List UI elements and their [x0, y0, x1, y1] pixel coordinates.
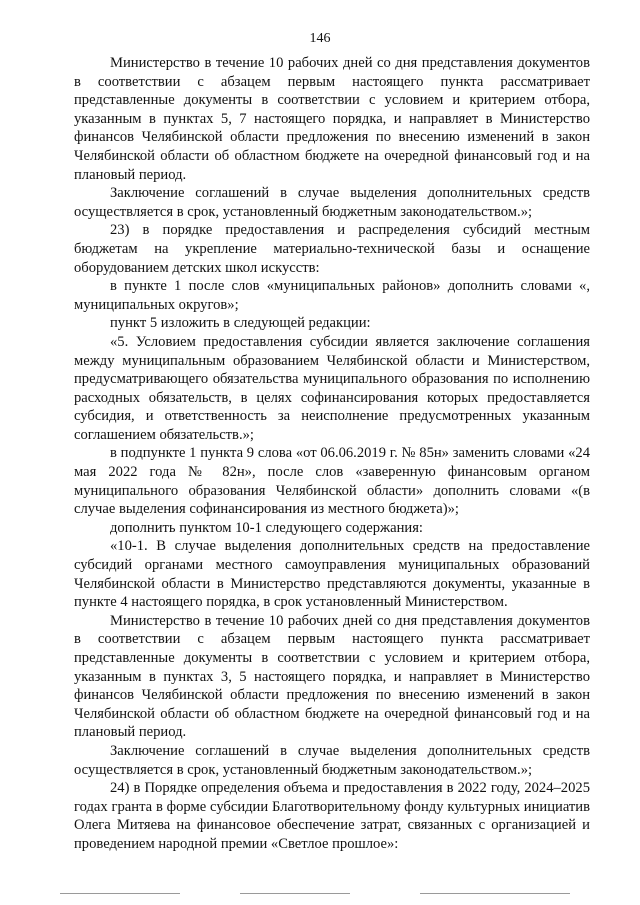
paragraph-8: дополнить пунктом 10-1 следующего содержания: — [110, 519, 423, 536]
footer-rule — [240, 893, 350, 894]
document-body — [74, 54, 590, 854]
paragraph-7: в подпункте 1 пункта 9 слова «от 06.06.2019 г. № 85н» заменить словами «24 мая 2022 года № 82н», после слов «заверенную финансовым органом муниципального образования Челябинской области» дополнить словами «(в случае выделения софинансирования из местного бюджета)»; — [74, 445, 590, 518]
paragraph-2: Заключение соглашений в случае выделения дополнительных средств осуществляется в срок, установленный бюджетным законодательством.»; — [74, 185, 590, 220]
paragraph-12: 24) в Порядке определения объема и предоставления в 2022 году, 2024–2025 годах гранта в форме субсидии Благотворительному фонду культурных инициатив Олега Митяева на финансовое обеспечение затрат, связанных с организацией и проведением народной премии «Светлое прошлое»: — [74, 780, 590, 852]
footer-rule — [420, 893, 570, 894]
paragraph-1: Министерство в течение 10 рабочих дней со дня представления документов в соответствии с абзацем первым настоящего пункта рассматривает представленные документы в соответствии с условием и критерием отбора, указанным в пунктах 5, 7 настоящего порядка, и направляет в Министерство финансов Челябинской области предложения по внесению изменений в закон Челябинской области об областном бюджете на очередной финансовый год и на плановый период. — [74, 55, 590, 183]
paragraph-3: 23) в порядке предоставления и распределения субсидий местным бюджетам на укрепление материально-технической базы и оснащение оборудованием детских школ искусств: — [74, 222, 590, 276]
paragraph-11: Заключение соглашений в случае выделения дополнительных средств осуществляется в срок, установленный бюджетным законодательством.»; — [74, 742, 590, 778]
paragraph-10: Министерство в течение 10 рабочих дней со дня представления документов в соответствии с абзацем первым настоящего пункта рассматривает представленные документы в соответствии с условием и критерием отбора, указанным в пунктах 3, 5 настоящего порядка, и направляет в Министерство финансов Челябинской области предложения по внесению изменений в закон Челябинской области об областном бюджете на очередной финансовый год и на плановый период. — [74, 612, 590, 741]
footer-rule — [60, 893, 180, 894]
paragraph-9: «10-1. В случае выделения дополнительных средств на предоставление субсидий органами местного самоуправления муниципальных образований Челябинской области в Министерство представляются документы, указанные в пункте 4 настоящего порядка, в срок установленный Министерством. — [74, 538, 590, 611]
paragraph-4: в пункте 1 после слов «муниципальных районов» дополнить словами «, муниципальных округов»; — [74, 278, 590, 313]
paragraph-6: «5. Условием предоставления субсидии является заключение соглашения между муниципальным образованием Челябинской области и Министерством, предусматривающего обязательства муниципального образования по исполнению расходных обязательств, в целях софинансирования которых предоставляется субсидия, и ответственность за неисполнение предусмотренных указанным соглашением обязательств.»; — [74, 333, 590, 443]
paragraph-5: пункт 5 изложить в следующей редакции: — [110, 315, 371, 332]
page-number: 146 — [309, 31, 331, 46]
